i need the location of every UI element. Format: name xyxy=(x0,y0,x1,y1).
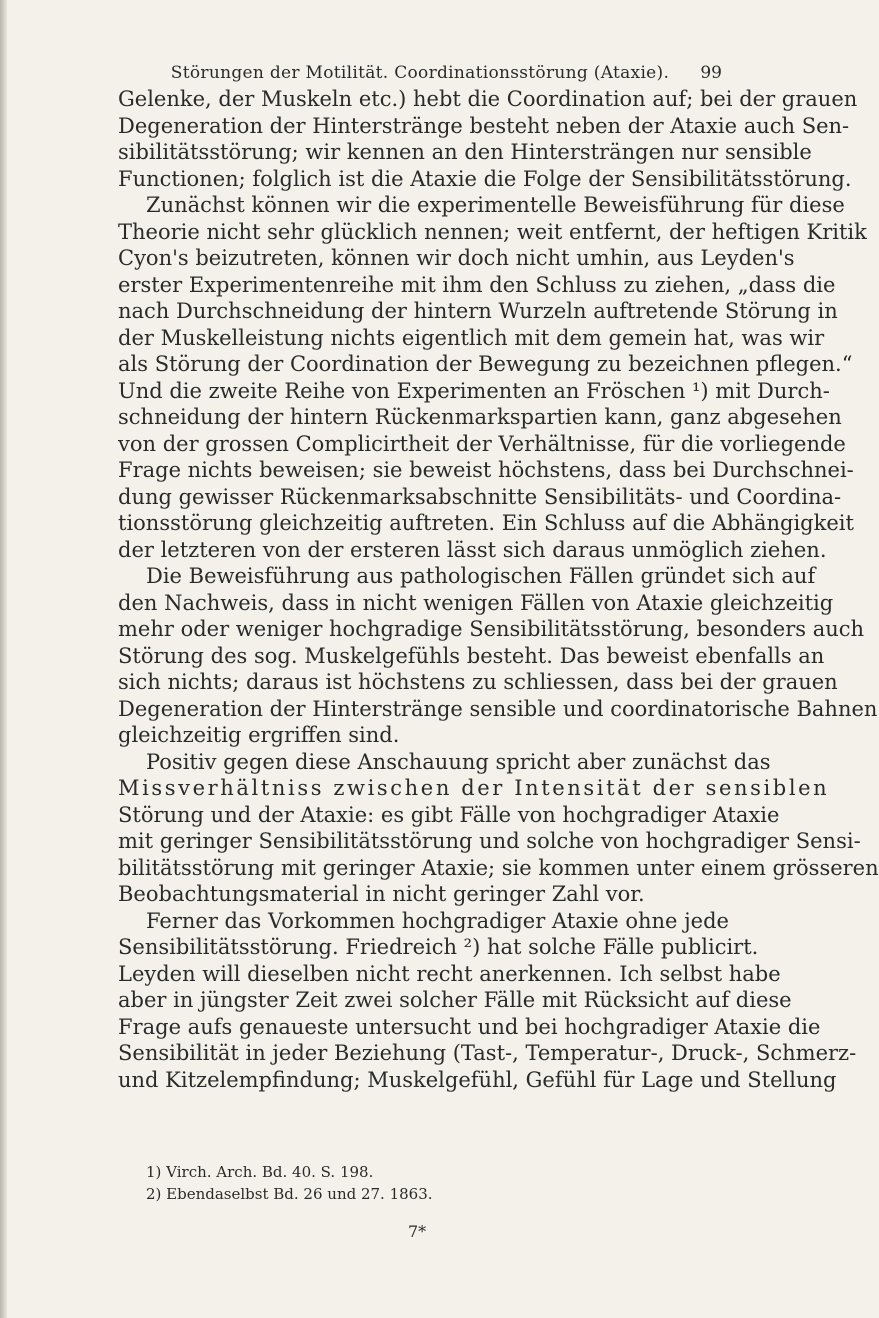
text-line: Cyon's beizutreten, können wir doch nicht umhin, aus Leyden's xyxy=(118,246,795,270)
text-line: Functionen; folglich ist die Ataxie die Folge der Sensibilitätsstörung. xyxy=(118,166,852,191)
text-line: tionsstörung gleichzeitig auftreten. Ein Schluss auf die Abhängigkeit xyxy=(118,511,854,535)
text-line: Sensibilität in jeder Beziehung (Tast-, Temperatur-, Druck-, Schmerz- xyxy=(118,1041,857,1065)
text-line: Missverhältniss zwischen der Intensität der sensiblen xyxy=(118,776,830,800)
text-line: mit geringer Sensibilitätsstörung und solche von hochgradiger Sensi- xyxy=(118,829,861,853)
text-line: Störung und der Ataxie: es gibt Fälle von hochgradiger Ataxie xyxy=(118,802,780,827)
text-line: Die Beweisführung aus pathologischen Fällen gründet sich auf xyxy=(146,564,816,588)
text-line: sibilitätsstörung; wir kennen an den Hintersträngen nur sensible xyxy=(118,140,812,164)
footnote-2: 2) Ebendaselbst Bd. 26 und 27. 1863. xyxy=(146,1185,433,1203)
signature-mark: 7* xyxy=(408,1222,427,1241)
text-line: mehr oder weniger hochgradige Sensibilitätsstörung, besonders auch xyxy=(118,617,865,641)
text-line: Störung des sog. Muskelgefühls besteht. Das beweist ebenfalls an xyxy=(118,643,825,668)
text-line: dung gewisser Rückenmarksabschnitte Sensibilitäts- und Coordina- xyxy=(118,484,842,509)
text-line: und Kitzelempfindung; Muskelgefühl, Gefühl für Lage und Stellung xyxy=(118,1067,837,1092)
text-line: Zunächst können wir die experimentelle Beweisführung für diese xyxy=(146,193,845,217)
text-line: Leyden will dieselben nicht recht anerkennen. Ich selbst habe xyxy=(118,961,781,986)
footnote-1: 1) Virch. Arch. Bd. 40. S. 198. xyxy=(146,1163,374,1181)
text-line: aber in jüngster Zeit zwei solcher Fälle mit Rücksicht auf diese xyxy=(118,988,792,1012)
text-line: Sensibilitätsstörung. Friedreich ²) hat solche Fälle publicirt. xyxy=(118,935,759,959)
text-line: erster Experimentenreihe mit ihm den Schluss zu ziehen, „dass die xyxy=(118,272,836,297)
text-line: Positiv gegen diese Anschauung spricht aber zunächst das xyxy=(146,749,771,774)
text-line: sich nichts; daraus ist höchstens zu schliessen, dass bei der grauen xyxy=(118,670,838,694)
text-line: Gelenke, der Muskeln etc.) hebt die Coordination auf; bei der grauen xyxy=(118,87,858,111)
text-line: der Muskelleistung nichts eigentlich mit dem gemein hat, was wir xyxy=(118,325,825,350)
page-edge-shadow xyxy=(0,0,7,1318)
text-line: Frage nichts beweisen; sie beweist höchstens, dass bei Durchschnei- xyxy=(118,458,854,482)
text-line: Und die zweite Reihe von Experimenten an Fröschen ¹) mit Durch- xyxy=(118,378,830,403)
text-line: Ferner das Vorkommen hochgradiger Ataxie ohne jede xyxy=(146,908,729,933)
text-line: bilitätsstörung mit geringer Ataxie; sie kommen unter einem grösseren xyxy=(118,855,879,880)
text-line: Beobachtungsmaterial in nicht geringer Zahl vor. xyxy=(118,882,645,906)
text-line: den Nachweis, dass in nicht wenigen Fällen von Ataxie gleichzeitig xyxy=(118,590,834,615)
text-line: der letzteren von der ersteren lässt sich daraus unmöglich ziehen. xyxy=(118,537,827,562)
text-line: gleichzeitig ergriffen sind. xyxy=(118,723,400,747)
text-line: schneidung der hintern Rückenmarkspartien kann, ganz abgesehen xyxy=(118,405,842,429)
page-number: 99 xyxy=(700,63,722,83)
text-line: als Störung der Coordination der Bewegung zu bezeichnen pflegen.“ xyxy=(118,352,853,376)
header-title: Störungen der Motilität. Coordinationsstörung (Ataxie). xyxy=(170,63,670,83)
text-line: von der grossen Complicirtheit der Verhältnisse, für die vorliegende xyxy=(118,431,846,456)
text-line: Degeneration der Hinterstränge sensible und coordinatorische Bahnen xyxy=(118,696,878,721)
text-line: nach Durchschneidung der hintern Wurzeln auftretende Störung in xyxy=(118,299,838,323)
running-header xyxy=(118,62,722,84)
text-line: Frage aufs genaueste untersucht und bei hochgradiger Ataxie die xyxy=(118,1014,821,1039)
text-line: Degeneration der Hinterstränge besteht neben der Ataxie auch Sen- xyxy=(118,113,850,138)
text-line: Theorie nicht sehr glücklich nennen; weit entfernt, der heftigen Kritik xyxy=(118,219,867,244)
